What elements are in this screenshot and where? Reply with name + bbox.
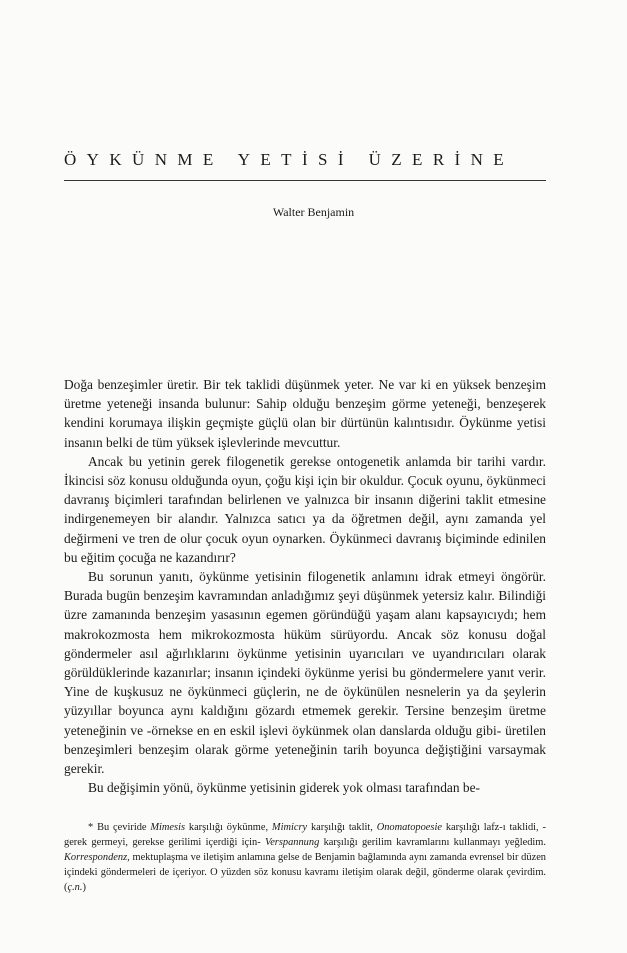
body-text bbox=[64, 375, 546, 797]
footnote-term: Mimesis bbox=[150, 822, 186, 833]
title-rule bbox=[64, 180, 546, 181]
footnote-term: Onomatopoesie bbox=[376, 822, 442, 833]
footnote-run: Bu çeviride bbox=[93, 822, 151, 833]
footnote bbox=[64, 820, 546, 895]
footnote-term: Mimicry bbox=[271, 822, 308, 833]
paragraph: Bu sorunun yanıtı, öykünme yetisinin filogenetik anlamını idrak etmeyi öngörür. Burada bugün benzeşim kavramından anladığımız şeyi düşünmek yetersiz kalır. Bilindiği üzre zamanında benzeşim yasasının egemen göründüğü yaşam alanı kapsayıcıydı; hem makrokozmosta hem mikrokozmosta hüküm sürüyordu. Ancak söz konusu doğal göndermeler asıl ağırlıklarını öykünme yetisinin uyarıcıları ve uyandırıcıları olarak görüldüklerinde kazanırlar; insanın içindeki öykünme yerisi bu göndermelere yanıt verir. Yine de kuşkusuz ne öykünmeci güçlerin, ne de öykünülen nesnelerin ya da şeylerin yüzyıllar boyunca aynı kaldığını gözardı etmemek gerekir. Tersine benzeşim üretme yeteneğinin ve -örnekse en en eskil işlevi öykünmek olan danslarda olduğu gibi- üretilen benzeşimleri benzeşim olarak görme yeteneğinin tarih boyunca değiştiğini varsaymak gerekir. bbox=[64, 569, 546, 777]
paragraph: Doğa benzeşimler üretir. Bir tek taklidi düşünmek yeter. Ne var ki en yüksek benzeşim üretme yeteneği insanda bulunur: Sahip olduğu benzeşim görme yeteneği, benzeşerek kendini korumaya ilişkin geçmişte güçlü olan bir dürtünün kalıntısıdır. Öykünme yetisi insanın belki de tüm yüksek işlevlerinde mevcuttur. bbox=[64, 377, 546, 450]
paragraph: Bu değişimin yönü, öykünme yetisinin giderek yok olması tarafından be- bbox=[88, 780, 480, 796]
author-name: Walter Benjamin bbox=[272, 205, 355, 219]
footnote-run: karşılığı gerilim kavramlarını kullanmayı yeğledim. bbox=[319, 837, 546, 848]
footnote-term: Korrespondenz, bbox=[64, 852, 130, 863]
footnote-run: mektuplaşma ve iletişim anlamına gelse de Benjamin bağlamında aynı zamanda evrensel bir düzen içindeki göndermeleri de içeriyor. O yüzden söz konusu kavramı iletişim olarak değil, gönderme olarak çevirdim. ( bbox=[64, 852, 546, 893]
footnote-marker: * bbox=[88, 822, 94, 833]
footnote-term: Verspannung bbox=[265, 837, 320, 848]
paragraph: Ancak bu yetinin gerek filogenetik gerekse ontogenetik anlamda bir tarihi vardır. İkincisi söz konusu olduğunda oyun, çoğu kişi için bir okuldur. Çocuk oyunu, öykünmeci davranış biçimleri tarafından belirlenen ve yalnızca bir insanın diğerini taklit etmesine indirgenemeyen bir alandır. Yalnızca satıcı ya da öğretmen değil, aynı zamanda yel değirmeni ve tren de olur çocuk oyun oynarken. Öykünmeci davranış biçiminde edinilen bu eğitim çocuğa ne kazandırır? bbox=[64, 453, 546, 565]
footnote-run: karşılığı lafz-ı taklidi, -gerek germeyi, gerekse gerilimi içerdiği için- bbox=[64, 822, 546, 848]
footnote-run: karşılığı öykünme, bbox=[185, 822, 272, 833]
footnote-text bbox=[64, 820, 546, 895]
chapter-title: ÖYKÜNME YETİSİ ÜZERİNE bbox=[64, 150, 515, 169]
footnote-run: karşılığı taklit, bbox=[307, 822, 377, 833]
footnote-run: ) bbox=[82, 882, 86, 893]
footnote-term: ç.n. bbox=[67, 882, 83, 893]
